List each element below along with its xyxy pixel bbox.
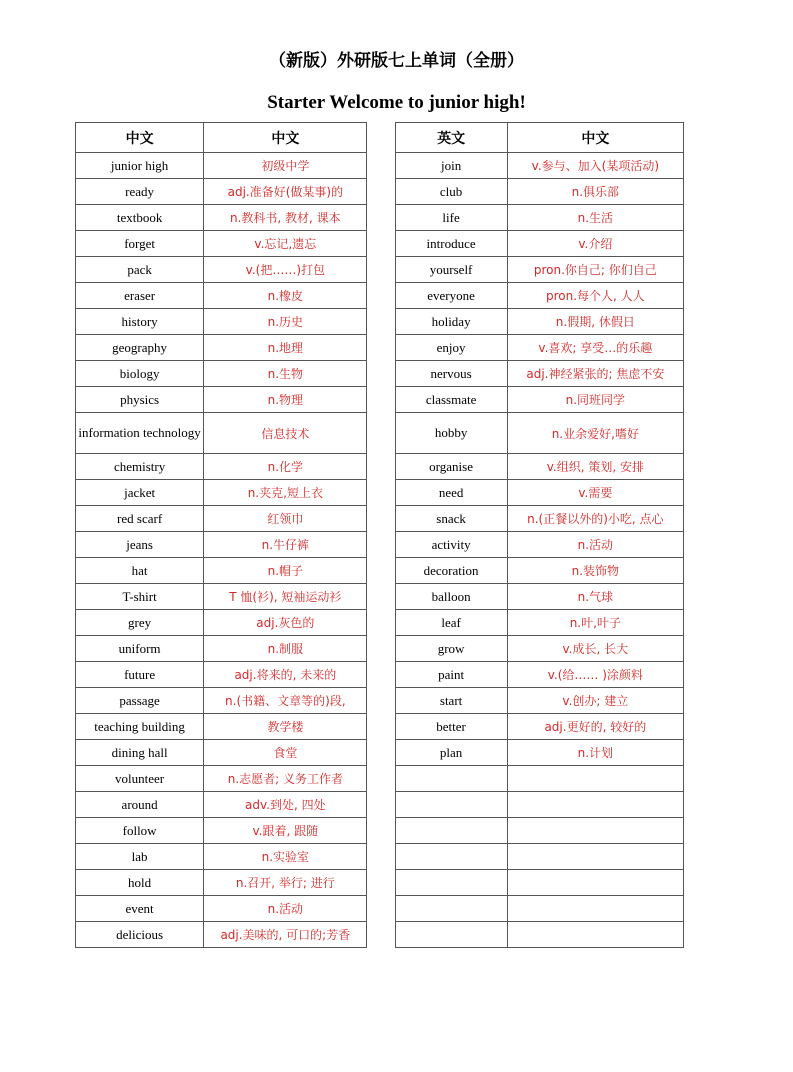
right-word-cell <box>395 766 507 792</box>
left-word-cell: ready <box>76 179 204 205</box>
left-word-cell: dining hall <box>76 740 204 766</box>
column-gap <box>367 610 395 636</box>
column-gap <box>367 309 395 335</box>
left-meaning-cell: n.化学 <box>204 454 367 480</box>
table-row <box>76 558 684 584</box>
column-gap <box>367 387 395 413</box>
right-meaning-cell: n.俱乐部 <box>507 179 683 205</box>
right-meaning-cell: n.活动 <box>507 532 683 558</box>
section-title: Starter Welcome to junior high! <box>267 92 526 113</box>
left-word-cell: chemistry <box>76 454 204 480</box>
right-word-cell: leaf <box>395 610 507 636</box>
left-meaning-cell: n.实验室 <box>204 844 367 870</box>
left-meaning-cell: 初级中学 <box>204 153 367 179</box>
right-word-cell: enjoy <box>395 335 507 361</box>
table-row <box>76 766 684 792</box>
left-word-cell: future <box>76 662 204 688</box>
table-row <box>76 454 684 480</box>
right-word-cell: classmate <box>395 387 507 413</box>
right-meaning-cell <box>507 818 683 844</box>
left-word-cell: history <box>76 309 204 335</box>
table-row <box>76 896 684 922</box>
right-meaning-cell: pron.每个人, 人人 <box>507 283 683 309</box>
column-gap <box>367 257 395 283</box>
left-meaning-cell: 教学楼 <box>204 714 367 740</box>
right-word-cell <box>395 922 507 948</box>
left-word-cell: red scarf <box>76 506 204 532</box>
right-word-cell: holiday <box>395 309 507 335</box>
column-gap <box>367 714 395 740</box>
left-word-cell: passage <box>76 688 204 714</box>
column-gap <box>367 205 395 231</box>
left-word-cell: junior high <box>76 153 204 179</box>
right-meaning-cell <box>507 844 683 870</box>
right-meaning-cell <box>507 922 683 948</box>
left-word-cell: physics <box>76 387 204 413</box>
right-meaning-cell: n.同班同学 <box>507 387 683 413</box>
right-word-cell <box>395 844 507 870</box>
header-left-meaning: 中文 <box>204 123 367 153</box>
vocabulary-table <box>75 122 684 948</box>
left-word-cell: delicious <box>76 922 204 948</box>
left-meaning-cell: n.(书籍、文章等的)段, <box>204 688 367 714</box>
left-word-cell: grey <box>76 610 204 636</box>
right-word-cell: grow <box>395 636 507 662</box>
right-word-cell: better <box>395 714 507 740</box>
column-gap <box>367 740 395 766</box>
left-word-cell: T-shirt <box>76 584 204 610</box>
left-meaning-cell: n.制服 <box>204 636 367 662</box>
left-meaning-cell: n.地理 <box>204 335 367 361</box>
left-word-cell: lab <box>76 844 204 870</box>
right-word-cell <box>395 818 507 844</box>
right-meaning-cell: v.(给…… )涂颜料 <box>507 662 683 688</box>
right-word-cell: balloon <box>395 584 507 610</box>
table-row <box>76 532 684 558</box>
left-word-cell: pack <box>76 257 204 283</box>
right-word-cell: introduce <box>395 231 507 257</box>
left-word-cell: hold <box>76 870 204 896</box>
table-row <box>76 309 684 335</box>
right-meaning-cell: n.计划 <box>507 740 683 766</box>
left-word-cell: geography <box>76 335 204 361</box>
header-right-word: 英文 <box>395 123 507 153</box>
column-gap <box>367 688 395 714</box>
table-header-row <box>76 123 684 153</box>
table-row <box>76 231 684 257</box>
column-gap <box>367 123 395 153</box>
right-meaning-cell: adj.更好的, 较好的 <box>507 714 683 740</box>
right-word-cell <box>395 792 507 818</box>
table-row <box>76 584 684 610</box>
right-meaning-cell: v.创办; 建立 <box>507 688 683 714</box>
right-word-cell: everyone <box>395 283 507 309</box>
left-meaning-cell: adj.准备好(做某事)的 <box>204 179 367 205</box>
left-meaning-cell: n.夹克,短上衣 <box>204 480 367 506</box>
right-meaning-cell: v.成长, 长大 <box>507 636 683 662</box>
left-meaning-cell: 食堂 <box>204 740 367 766</box>
left-meaning-cell: n.物理 <box>204 387 367 413</box>
right-meaning-cell: v.介绍 <box>507 231 683 257</box>
table-row <box>76 636 684 662</box>
column-gap <box>367 636 395 662</box>
right-word-cell: snack <box>395 506 507 532</box>
header-right-meaning: 中文 <box>507 123 683 153</box>
right-meaning-cell: n.装饰物 <box>507 558 683 584</box>
table-row <box>76 283 684 309</box>
right-word-cell: activity <box>395 532 507 558</box>
page-title: （新版）外研版七上单词（全册） <box>269 51 524 71</box>
table-row <box>76 662 684 688</box>
table-row <box>76 688 684 714</box>
column-gap <box>367 153 395 179</box>
table-row <box>76 179 684 205</box>
table-row <box>76 922 684 948</box>
left-meaning-cell: adj.灰色的 <box>204 610 367 636</box>
right-word-cell: start <box>395 688 507 714</box>
left-meaning-cell: n.橡皮 <box>204 283 367 309</box>
right-meaning-cell: n.气球 <box>507 584 683 610</box>
left-meaning-cell: n.帽子 <box>204 558 367 584</box>
table-row <box>76 792 684 818</box>
left-word-cell: uniform <box>76 636 204 662</box>
left-word-cell: biology <box>76 361 204 387</box>
column-gap <box>367 870 395 896</box>
right-word-cell: decoration <box>395 558 507 584</box>
left-meaning-cell: n.活动 <box>204 896 367 922</box>
header-left-word: 中文 <box>76 123 204 153</box>
right-word-cell: need <box>395 480 507 506</box>
left-word-cell: forget <box>76 231 204 257</box>
right-word-cell: hobby <box>395 413 507 454</box>
table-row <box>76 335 684 361</box>
column-gap <box>367 179 395 205</box>
table-row <box>76 205 684 231</box>
column-gap <box>367 480 395 506</box>
right-meaning-cell <box>507 766 683 792</box>
left-meaning-cell: adj.美味的, 可口的;芳香 <box>204 922 367 948</box>
right-word-cell: yourself <box>395 257 507 283</box>
column-gap <box>367 558 395 584</box>
table-row <box>76 610 684 636</box>
left-meaning-cell: n.志愿者; 义务工作者 <box>204 766 367 792</box>
table-row <box>76 740 684 766</box>
column-gap <box>367 662 395 688</box>
left-meaning-cell: 红领巾 <box>204 506 367 532</box>
table-row <box>76 844 684 870</box>
right-meaning-cell <box>507 896 683 922</box>
right-word-cell: club <box>395 179 507 205</box>
right-word-cell: organise <box>395 454 507 480</box>
left-meaning-cell: v.忘记,遗忘 <box>204 231 367 257</box>
column-gap <box>367 361 395 387</box>
table-row <box>76 480 684 506</box>
table-row <box>76 153 684 179</box>
right-word-cell: plan <box>395 740 507 766</box>
left-meaning-cell: v.(把……)打包 <box>204 257 367 283</box>
column-gap <box>367 766 395 792</box>
left-word-cell: volunteer <box>76 766 204 792</box>
vocabulary-rows <box>76 153 684 948</box>
right-word-cell <box>395 870 507 896</box>
column-gap <box>367 231 395 257</box>
column-gap <box>367 532 395 558</box>
right-meaning-cell <box>507 792 683 818</box>
table-row <box>76 387 684 413</box>
left-meaning-cell: adv.到处, 四处 <box>204 792 367 818</box>
table-row <box>76 818 684 844</box>
column-gap <box>367 844 395 870</box>
right-meaning-cell: v.组织, 策划, 安排 <box>507 454 683 480</box>
left-word-cell: teaching building <box>76 714 204 740</box>
left-meaning-cell: n.历史 <box>204 309 367 335</box>
right-word-cell: paint <box>395 662 507 688</box>
left-word-cell: textbook <box>76 205 204 231</box>
right-meaning-cell: n.叶,叶子 <box>507 610 683 636</box>
left-meaning-cell: 信息技术 <box>204 413 367 454</box>
left-meaning-cell: v.跟着, 跟随 <box>204 818 367 844</box>
right-meaning-cell: v.喜欢; 享受…的乐趣 <box>507 335 683 361</box>
right-word-cell: nervous <box>395 361 507 387</box>
left-word-cell: information technology <box>76 413 204 454</box>
column-gap <box>367 792 395 818</box>
right-meaning-cell: adj.神经紧张的; 焦虑不安 <box>507 361 683 387</box>
left-word-cell: jeans <box>76 532 204 558</box>
left-word-cell: hat <box>76 558 204 584</box>
left-word-cell: eraser <box>76 283 204 309</box>
column-gap <box>367 454 395 480</box>
table-row <box>76 870 684 896</box>
table-row <box>76 361 684 387</box>
column-gap <box>367 922 395 948</box>
left-meaning-cell: adj.将来的, 未来的 <box>204 662 367 688</box>
right-meaning-cell: n.(正餐以外的)小吃, 点心 <box>507 506 683 532</box>
column-gap <box>367 335 395 361</box>
right-meaning-cell: pron.你自己; 你们自己 <box>507 257 683 283</box>
table-row <box>76 714 684 740</box>
right-word-cell <box>395 896 507 922</box>
left-meaning-cell: n.牛仔裤 <box>204 532 367 558</box>
right-meaning-cell: v.参与、加入(某项活动) <box>507 153 683 179</box>
table-row <box>76 506 684 532</box>
left-meaning-cell: n.生物 <box>204 361 367 387</box>
right-meaning-cell: n.假期, 休假日 <box>507 309 683 335</box>
column-gap <box>367 283 395 309</box>
right-meaning-cell <box>507 870 683 896</box>
left-word-cell: around <box>76 792 204 818</box>
left-meaning-cell: n.教科书, 教材, 课本 <box>204 205 367 231</box>
right-word-cell: join <box>395 153 507 179</box>
table-row <box>76 257 684 283</box>
right-meaning-cell: n.生活 <box>507 205 683 231</box>
right-meaning-cell: v.需要 <box>507 480 683 506</box>
left-word-cell: jacket <box>76 480 204 506</box>
left-word-cell: event <box>76 896 204 922</box>
column-gap <box>367 413 395 454</box>
right-word-cell: life <box>395 205 507 231</box>
column-gap <box>367 506 395 532</box>
right-meaning-cell: n.业余爱好,嗜好 <box>507 413 683 454</box>
column-gap <box>367 584 395 610</box>
table-row <box>76 413 684 454</box>
left-word-cell: follow <box>76 818 204 844</box>
column-gap <box>367 818 395 844</box>
left-meaning-cell: T 恤(衫), 短袖运动衫 <box>204 584 367 610</box>
column-gap <box>367 896 395 922</box>
left-meaning-cell: n.召开, 举行; 进行 <box>204 870 367 896</box>
